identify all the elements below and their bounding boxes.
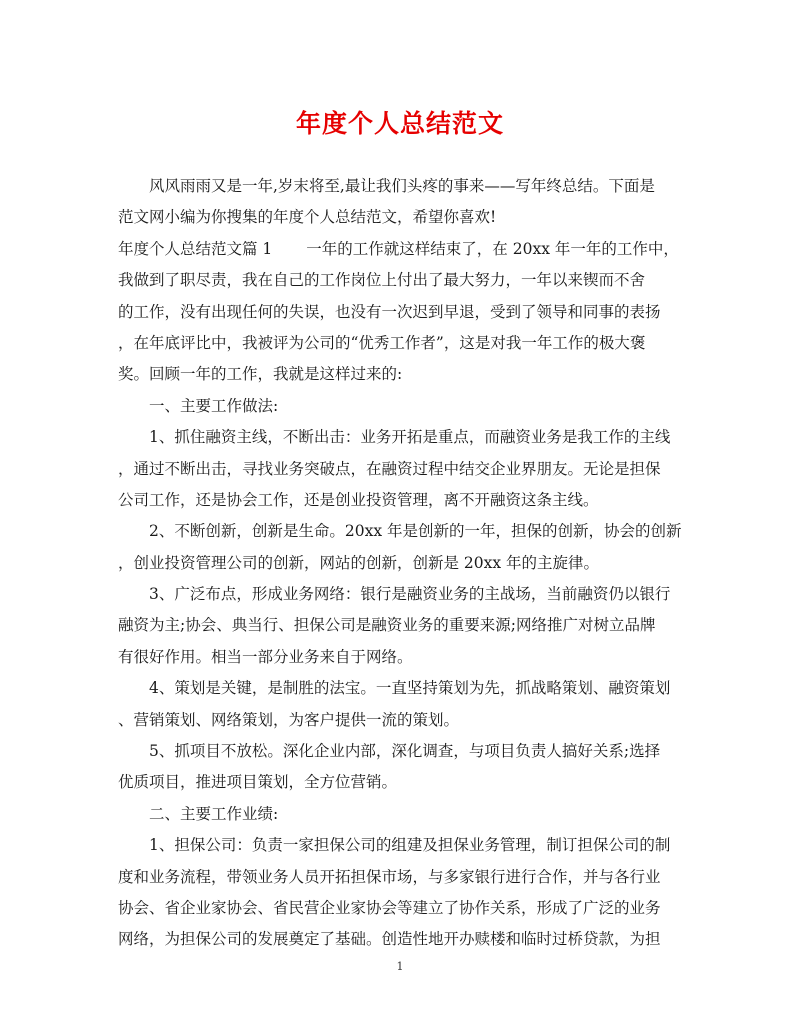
paragraph-line: 2、不断创新，创新是生命。20xx 年是创新的一年，担保的创新，协会的创新 — [149, 522, 682, 541]
paragraph-text: 一年的工作就这样结束了，在 20xx 年一年的工作中， — [306, 239, 679, 258]
paragraph-line: 5、抓项目不放松。深化企业内部，深化调查，与项目负责人搞好关系;选择 — [149, 742, 661, 761]
paragraph-line: 协会、省企业家协会、省民营企业家协会等建立了协作关系，形成了广泛的业务 — [118, 898, 661, 917]
paragraph-line: 有很好作用。相当一部分业务来自于网络。 — [118, 647, 413, 666]
paragraph-line: 优质项目，推进项目策划，全方位营销。 — [118, 773, 398, 792]
paragraph-line: 网络，为担保公司的发展奠定了基础。创造性地开办赎楼和临时过桥贷款，为担 — [118, 930, 661, 949]
paragraph-line: 奖。回顾一年的工作，我就是这样过来的: — [118, 365, 403, 384]
paragraph-line: 我做到了职尽责，我在自己的工作岗位上付出了最大努力，一年以来锲而不舍 — [118, 271, 646, 290]
page-number: 1 — [396, 960, 404, 973]
paragraph-line: 1、担保公司：负责一家担保公司的组建及担保业务管理，制订担保公司的制 — [149, 836, 671, 855]
subheading-line: 一、主要工作做法: — [149, 396, 279, 415]
paragraph-line: 公司工作，还是协会工作，还是创业投资管理，离不开融资这条主线。 — [118, 490, 599, 509]
paragraph-line: ，创业投资管理公司的创新，网站的创新，创新是 20xx 年的主旋律。 — [118, 553, 600, 572]
paragraph-line: 4、策划是关键，是制胜的法宝。一直坚持策划为先，抓战略策划、融资策划 — [149, 679, 671, 698]
document-title: 年度个人总结范文 — [295, 109, 504, 138]
paragraph-line: 范文网小编为你搜集的年度个人总结范文，希望你喜欢! — [118, 208, 497, 227]
paragraph-line: 、营销策划、网络策划，为客户提供一流的策划。 — [118, 710, 460, 729]
paragraph-line: ，通过不断出击，寻找业务突破点，在融资过程中结交企业界朋友。无论是担保 — [118, 459, 661, 478]
section-heading-line — [118, 234, 688, 265]
paragraph-line: 度和业务流程，带领业务人员开拓担保市场，与多家银行进行合作，并与各行业 — [118, 867, 661, 886]
paragraph-line: 的工作，没有出现任何的失误，也没有一次迟到早退，受到了领导和同事的表扬 — [118, 302, 661, 321]
paragraph-line: 1、抓住融资主线，不断出击：业务开拓是重点，而融资业务是我工作的主线 — [149, 428, 671, 447]
document-body — [118, 171, 688, 956]
subheading-line: 二、主要工作业绩: — [149, 804, 279, 823]
paragraph-line: ，在年底评比中，我被评为公司的“优秀工作者”，这是对我一年工作的极大褒 — [118, 333, 646, 352]
section-label: 年度个人总结范文篇 1 — [118, 239, 273, 258]
paragraph-line: 风风雨雨又是一年,岁末将至,最让我们头疼的事来——写年终总结。下面是 — [149, 177, 655, 195]
paragraph-line: 3、广泛布点，形成业务网络：银行是融资业务的主战场，当前融资仍以银行 — [149, 585, 671, 604]
paragraph-line: 融资为主;协会、典当行、担保公司是融资业务的重要来源;网络推广对树立品牌 — [118, 616, 656, 635]
